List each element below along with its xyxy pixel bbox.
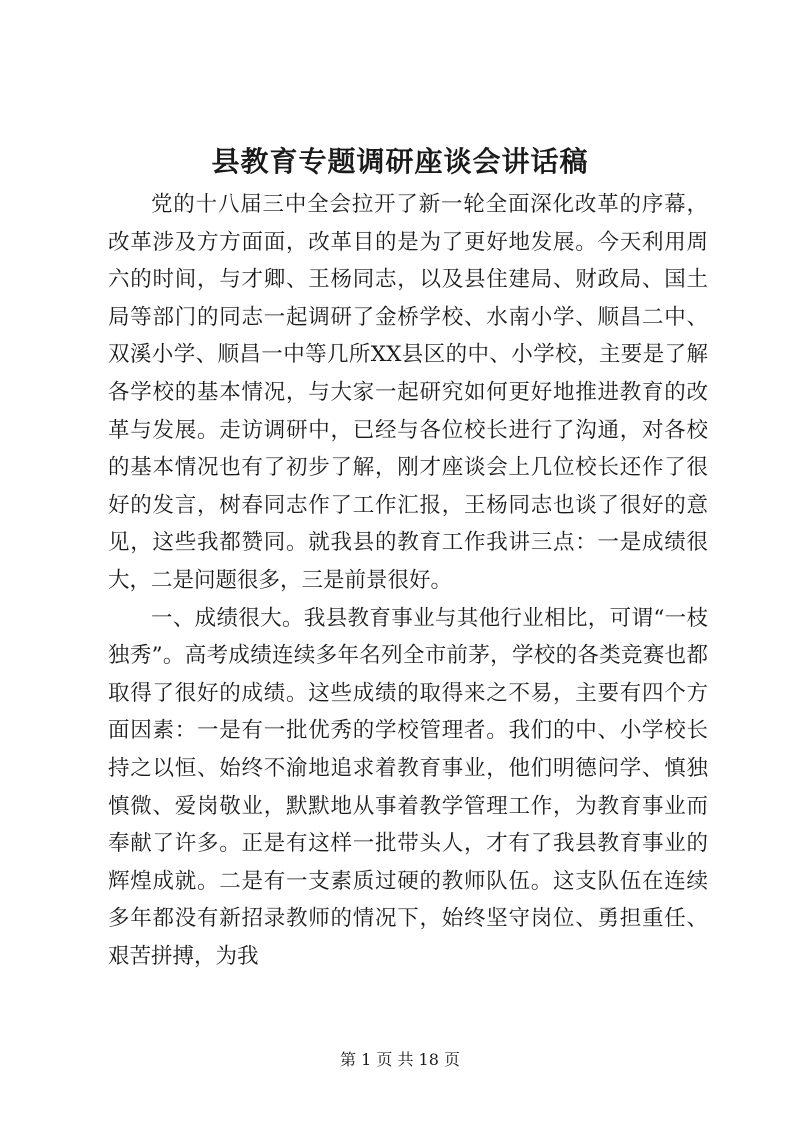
page-title: 县教育专题调研座谈会讲话稿 bbox=[211, 145, 589, 178]
paragraph-intro: 党的十八届三中全会拉开了新一轮全面深化改革的序幕，改革涉及方方面面，改革目的是为了更好地发展。今天利用周六的时间，与才卿、王杨同志，以及县住建局、财政局、国土局等部门的同志一起调研了金桥学校、水南小学、顺昌二中、双溪小学、顺昌一中等几所XX县区的中、小学校，主要是了解各学校的基本情况，与大家一起研究如何更好地推进教育的改革与发展。走访调研中，已经与各位校长进行了沟通，对各校的基本情况也有了初步了解，刚才座谈会上几位校长还作了很好的发言，树春同志作了工作汇报，王杨同志也谈了很好的意见，这些我都赞同。就我县的教育工作我讲三点：一是成绩很大，二是问题很多，三是前景很好。 bbox=[108, 192, 708, 593]
document-body bbox=[108, 186, 708, 975]
paragraph-achievements: 一、成绩很大。我县教育事业与其他行业相比，可谓“一枝独秀”。高考成绩连续多年名列全市前茅，学校的各类竞赛也都取得了很好的成绩。这些成绩的取得来之不易，主要有四个方面因素：一是有一批优秀的学校管理者。我们的中、小学校长持之以恒、始终不渝地追求着教育事业，他们明德问学、慎独慎微、爱岗敬业，默默地从事着教学管理工作，为教育事业而奉献了许多。正是有这样一批带头人，才有了我县教育事业的辉煌成就。二是有一支素质过硬的教师队伍。这支队伍在连续多年都没有新招录教师的情况下，始终坚守岗位、勇担重任、艰苦拼搏，为我 bbox=[108, 605, 708, 969]
page-footer: 第 1 页 共 18 页 bbox=[340, 1050, 460, 1069]
